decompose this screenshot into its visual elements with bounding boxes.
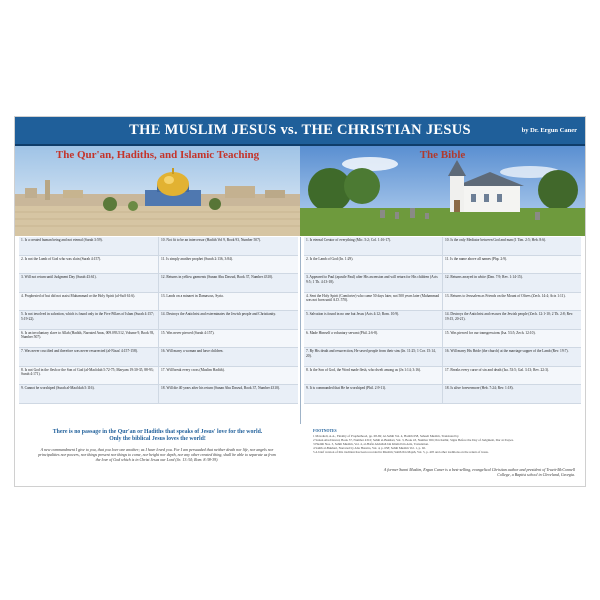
claim-cell: 17. Will break every cross (Muslim Hadith). bbox=[158, 367, 298, 385]
claim-cell: 9. It is commanded that He be worshiped (Phil. 2:9-11). bbox=[304, 385, 442, 403]
claim-cell: 11. Is the name above all names (Php. 2:9). bbox=[442, 256, 581, 274]
islamic-teaching-heading: The Qur'an, Hadiths, and Islamic Teaching bbox=[55, 149, 260, 161]
table-row bbox=[19, 385, 298, 404]
claim-cell: 13. Returns to Jerusalem as Friends on the Mount of Olives (Zech. 14:4; Acts 1:11). bbox=[442, 293, 581, 311]
table-row bbox=[304, 367, 581, 386]
title-bar bbox=[15, 117, 585, 146]
claim-cell: 6. Is an involuntary slave to Allah (Hadith, Narrated Anas, 009.093.512, Volume 9, Book 93, Number 507). bbox=[19, 330, 158, 348]
claim-cell: 2. Is not the Lamb of God who was slain (Surah 4:157). bbox=[19, 256, 158, 274]
claim-cell: 2. Is the Lamb of God (Jn. 1:29). bbox=[304, 256, 442, 274]
islamic-claims-table bbox=[19, 237, 298, 404]
claim-cell: 18. Will die 40 years after his return (Sunan Abu Dawud, Book 37, Number 4310). bbox=[158, 385, 298, 403]
footnote: 5 A brief version of this tradition has been recorded in Muslim; Sahih Ibn Majah, Vol. 5, p. 405 and other traditions on the return of Jesus. bbox=[313, 450, 489, 455]
table-row bbox=[304, 274, 581, 293]
claim-cell: 3. Will not return until Judgment Day (Surah 43:61). bbox=[19, 274, 158, 292]
claim-cell: 15. Was never pierced (Surah 4:157). bbox=[158, 330, 298, 348]
claim-cell: 3. Appeared to Paul (apostle Paul) after His ascension and will return for His children (Acts 9:5; 1 Th. 4:13-18). bbox=[304, 274, 442, 292]
table-row bbox=[19, 293, 298, 312]
claim-cell: 9. Cannot be worshiped (Surah al-Maa'idah 5:116). bbox=[19, 385, 158, 403]
footnote: 4 Sahih al-Bukhari, Narrated by Abu Huraira, Vol. 4, p. 658; Sahih Muslim Vol. 1, p. 92. bbox=[313, 446, 426, 451]
table-row bbox=[304, 237, 581, 256]
claim-cell: 7. By His death and resurrection, He saved people from their sins (Jn. 11:25; 1 Cor. 15:14, 20). bbox=[304, 348, 442, 366]
table-row bbox=[19, 367, 298, 386]
claim-cell: 14. Destroys the Antichrist and exterminates the Jewish people and Christianity. bbox=[158, 311, 298, 329]
claim-cell: 8. Is the Son of God, the Word made flesh, who dwelt among us (Jn 1:14; 3:16). bbox=[304, 367, 442, 385]
footnote: 3 Hadith Nos. 3, Sahih Muslim, Vol. 4, al-Hafiz Abdullah bin Khalid bin Aziz, Translation. bbox=[313, 442, 429, 447]
table-row bbox=[304, 348, 581, 367]
claim-cell: 16. Will marry His Bride (the church) at the marriage supper of the Lamb (Rev. 19:7). bbox=[442, 348, 581, 366]
bible-heading: The Bible bbox=[419, 149, 466, 161]
table-row bbox=[19, 330, 298, 349]
claim-cell: 7. Was never crucified and therefore was never resurrected (al-Nisaa' 4:157-158). bbox=[19, 348, 158, 366]
claim-cell: 5. Salvation is found in no one but Jesus (Acts 4:12; Rom. 10:9). bbox=[304, 311, 442, 329]
claim-cell: 15. Was pierced for our transgressions (Isa. 53:5; Zech. 12:10). bbox=[442, 330, 581, 348]
claim-cell: 4. Prophesied of but did not assist Muhammad or the Holy Spirit (al-Saff 61:6). bbox=[19, 293, 158, 311]
table-row bbox=[304, 330, 581, 349]
love-statement-line-2: Only the biblical Jesus loves the world! bbox=[109, 436, 206, 442]
table-row bbox=[304, 293, 581, 312]
table-row bbox=[19, 348, 298, 367]
claim-cell: 18. Is alive forevermore (Heb. 7:24; Rev. 1:18). bbox=[442, 385, 581, 403]
footnote: 2 Sunan Abu Dawud, Book 37, Number 4310; Sahih al-Bukhari, Vol. 3, Book 43, Number 656; Ibn Kathir, Signs Before the Day of Judgment, Dar al-Taqwa. bbox=[313, 438, 514, 443]
scripture-quote: A new commandment I give to you, that you love one another; as I have loved you. For I am persuaded that neither death nor life, nor angels nor principalities nor powers, nor things present nor things to come, nor height nor depth, nor any other created thing, shall be able to separate us from the love of God which is in Christ Jesus our Lord (Jn. 13:34; Rom. 8:38-39). bbox=[38, 447, 276, 462]
claim-cell: 8. Is not God in the flesh or the Son of God (al-Maa'idah 5:72-75; Maryam 19:30-35, 88-93; Surah 4:171). bbox=[19, 367, 158, 385]
claim-cell: 1. Is eternal Creator of everything (Mic. 5:2; Col. 1:16-17). bbox=[304, 237, 442, 255]
claim-cell: 5. Is not involved in salvation, which is found only in the Five Pillars of Islam (Surah 4:157; 5:19-22). bbox=[19, 311, 158, 329]
table-row bbox=[19, 274, 298, 293]
claim-cell: 12. Returns in yellow garments (Sunan Abu Dawud, Book 37, Number 4310). bbox=[158, 274, 298, 292]
claim-cell: 12. Returns arrayed in white (Dan. 7:9; Rev. 1:14-15). bbox=[442, 274, 581, 292]
table-row bbox=[304, 256, 581, 275]
column-divider bbox=[300, 237, 301, 424]
claim-cell: 4. Sent the Holy Spirit (Comforter) who came 50 days later, not 500 years later (Muhammad was not born until A.D. 570). bbox=[304, 293, 442, 311]
claim-cell: 14. Destroys the Antichrist and rescues the Jewish people (Zech. 12:1-10; 2 Th. 2:8; Rev. 19:15, 20-21). bbox=[442, 311, 581, 329]
footnote: 1 Mawdudi, A.A., Finality of Prophethood, pp. 68-69; Al-Sahih Vol. 4, Hadith 658, Saheeh Muslim, Translated by. bbox=[313, 434, 460, 438]
claim-cell: 17. Breaks every curse of sin and death (Isa. 53:5; Gal. 3:13; Rev. 22:3). bbox=[442, 367, 581, 385]
love-statement-line-1: There is no passage in the Qur'an or Hadiths that speaks of Jesus' love for the world. bbox=[52, 429, 263, 435]
author-bio: A former Sunni Muslim, Ergun Caner is a best-selling, evangelical Christian author and president of Truett-McConnell College, a Baptist school in Cleveland, Georgia. bbox=[383, 467, 575, 477]
table-row bbox=[19, 237, 298, 256]
claim-cell: 13. Lands on a minaret in Damascus, Syria. bbox=[158, 293, 298, 311]
claim-cell: 1. Is a created human being and not eternal (Surah 3:59). bbox=[19, 237, 158, 255]
claim-cell: 16. Will marry a woman and have children. bbox=[158, 348, 298, 366]
claim-cell: 11. Is simply another prophet (Surah 2:136, 3:84). bbox=[158, 256, 298, 274]
claim-cell: 6. Made Himself a voluntary servant (Phil. 2:6-8). bbox=[304, 330, 442, 348]
table-row bbox=[304, 385, 581, 404]
love-statement bbox=[15, 429, 300, 443]
poster-title: THE MUSLIM JESUS vs. THE CHRISTIAN JESUS bbox=[129, 122, 471, 138]
table-row bbox=[304, 311, 581, 330]
table-row bbox=[19, 311, 298, 330]
claim-cell: 10. Is the only Mediator between God and man (1 Tim. 2:5; Heb. 8:6). bbox=[442, 237, 581, 255]
footnotes bbox=[313, 434, 578, 454]
footnotes-label: FOOTNOTES bbox=[313, 429, 337, 433]
poster bbox=[15, 117, 585, 486]
table-row bbox=[19, 256, 298, 275]
bible-claims-table bbox=[304, 237, 581, 404]
claim-cell: 10. Not fit to be an intercessor (Hadith Vol 9, Book 93, Number 507). bbox=[158, 237, 298, 255]
author-byline: by Dr. Ergun Caner bbox=[521, 127, 577, 134]
